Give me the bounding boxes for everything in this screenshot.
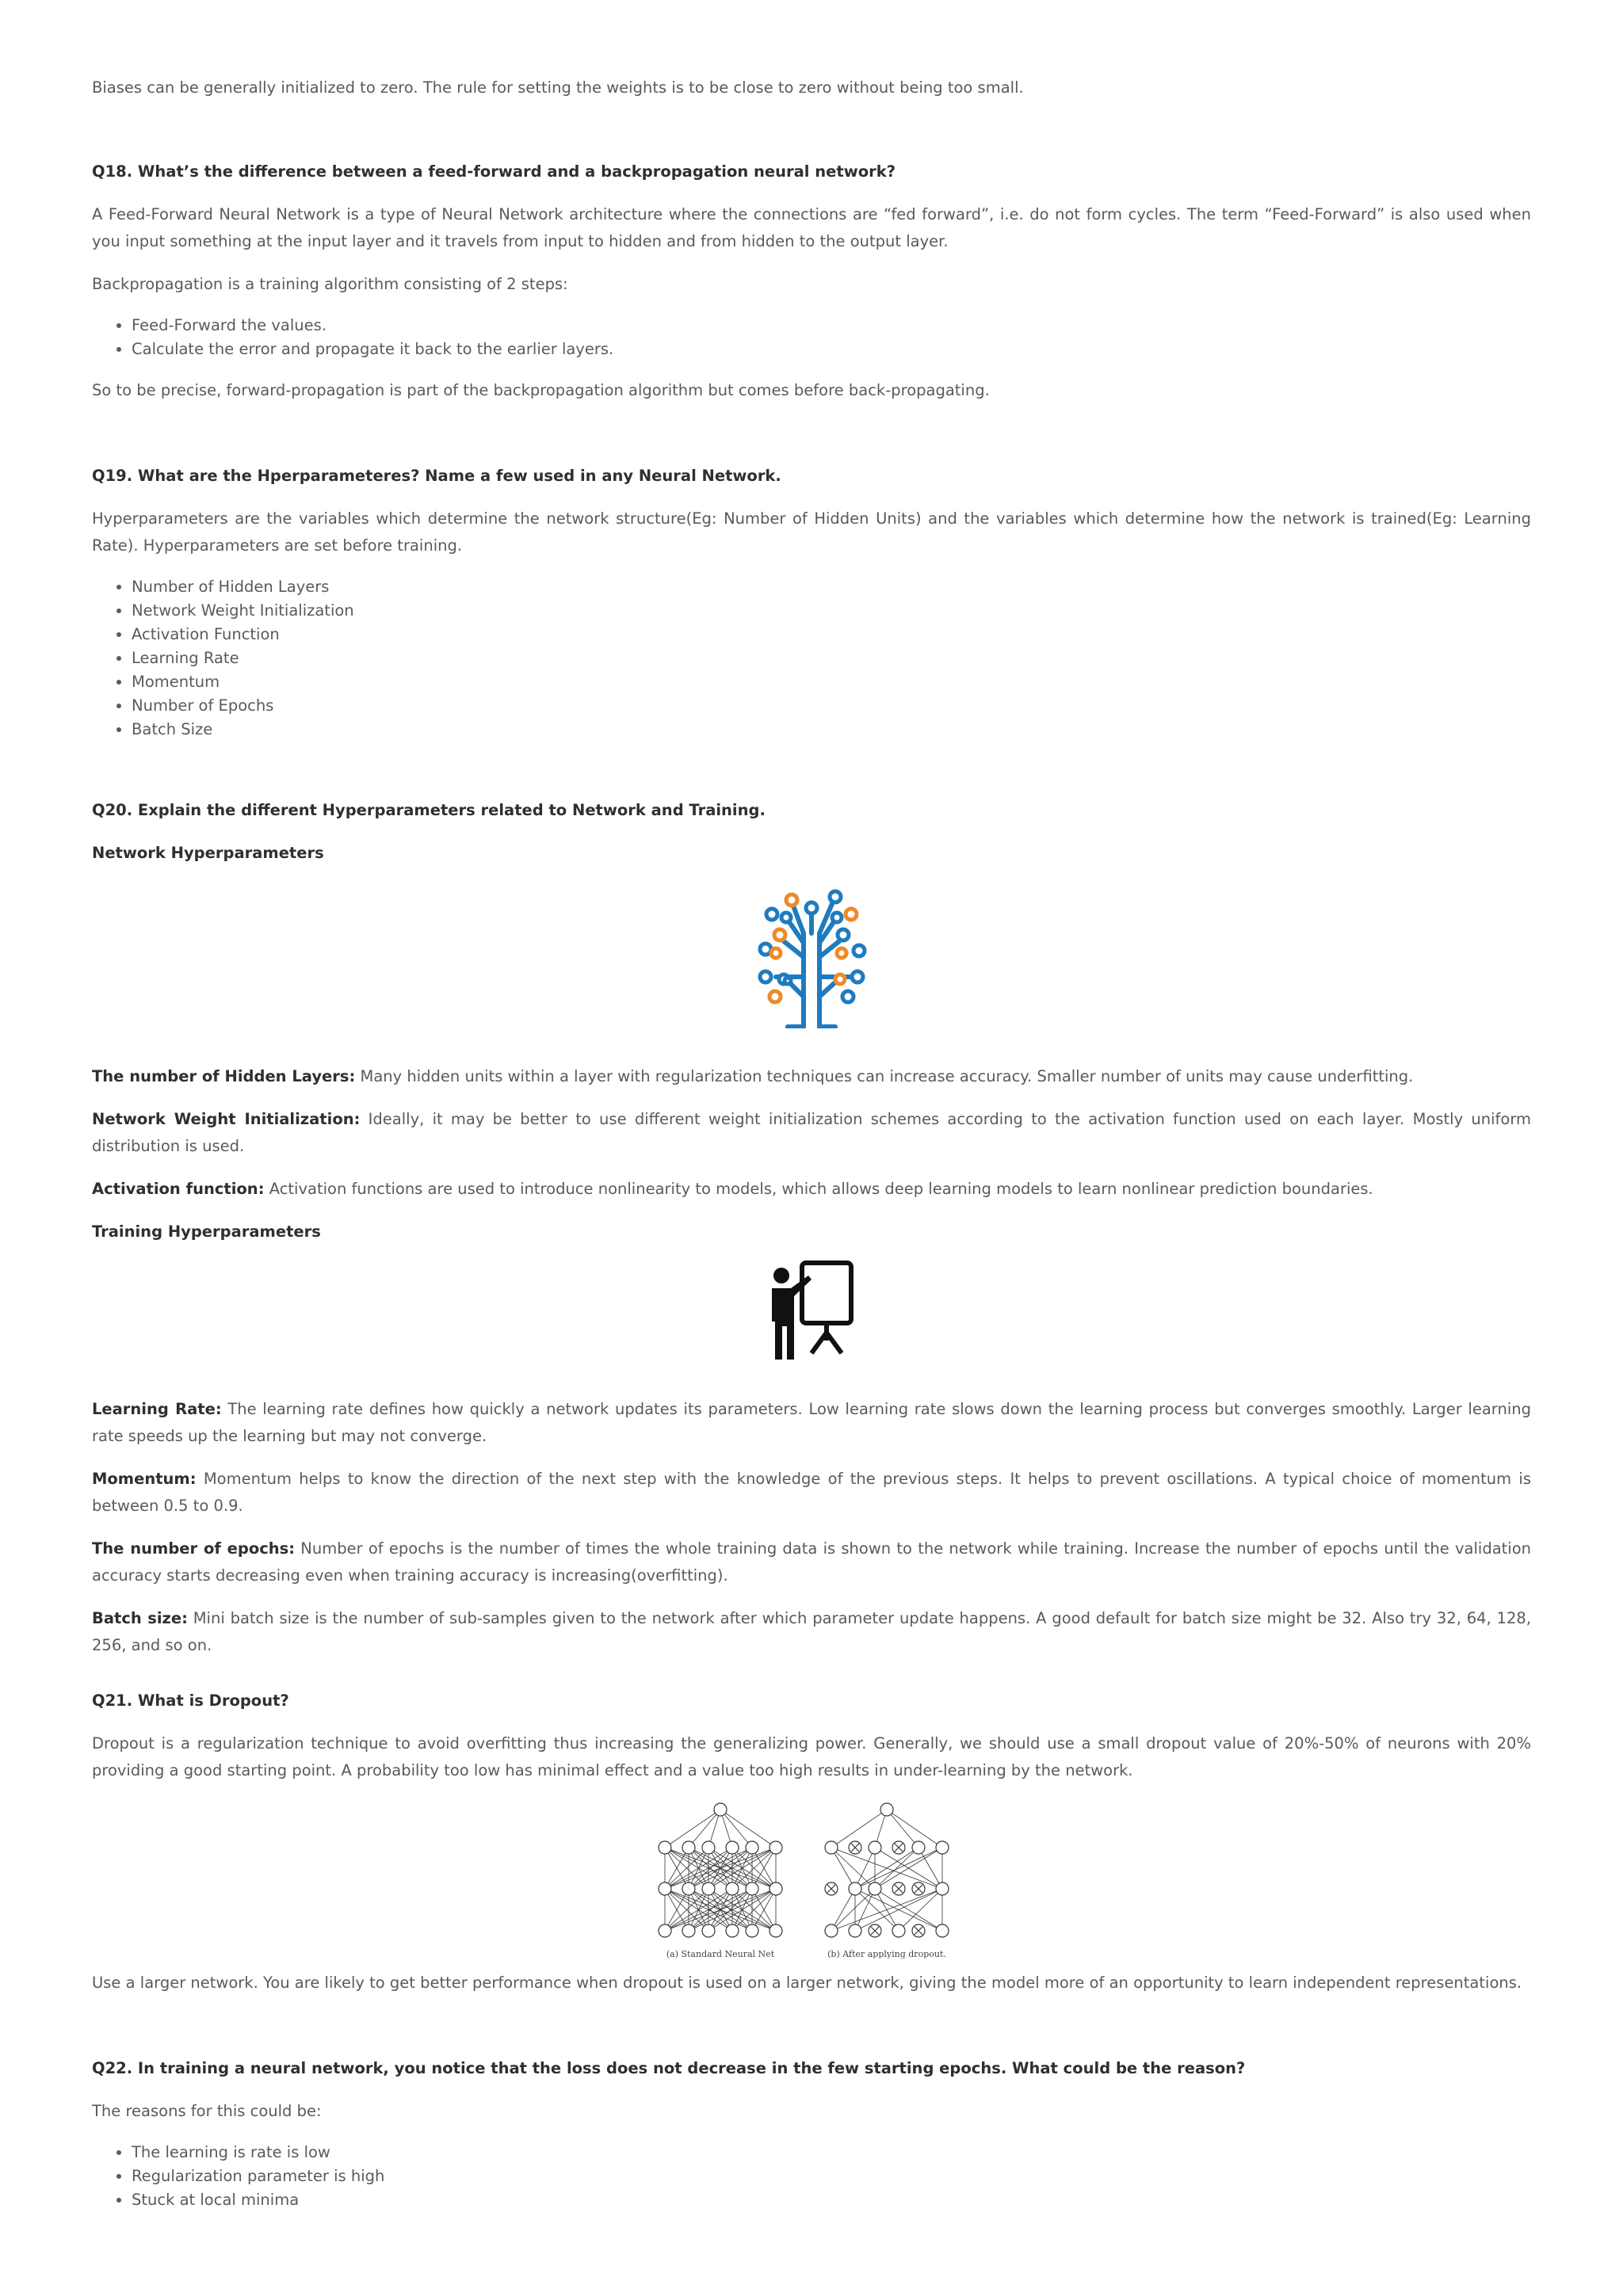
q22-heading: Q22. In training a neural network, you notice that the loss does not decrease in the few starting epochs. What could be the reason? (92, 2059, 1246, 2077)
caption-after-dropout: (b) After applying dropout. (827, 1949, 946, 1958)
q21-section (92, 1688, 1531, 1784)
training-hyperparameters-heading: Training Hyperparameters (92, 1222, 321, 1241)
q21-section-tail (92, 1970, 1531, 1997)
list-item: • Network Weight Initialization (132, 599, 1531, 623)
neuron-node (726, 1924, 739, 1937)
neuron-node (746, 1841, 758, 1854)
dropout-diagram (657, 1800, 966, 1958)
neuron-node (702, 1841, 715, 1854)
circuit-tree-figure (92, 878, 1531, 1028)
neuron-node (659, 1924, 671, 1937)
neuron-node (659, 1841, 671, 1854)
q20-section (92, 797, 1531, 867)
term-description: Number of epochs is the number of times the whole training data is shown to the network while training. Increase the number of epochs until the validation accuracy starts decreasing even when training accuracy is increasing(overfitting). (92, 1539, 1531, 1585)
neuron-node (936, 1924, 949, 1937)
term-label: The number of Hidden Layers: (92, 1067, 356, 1085)
list-item: • Number of Hidden Layers (132, 575, 1531, 599)
list-item: • Calculate the error and propagate it back to the earlier layers. (132, 338, 1531, 361)
term-label: The number of epochs: (92, 1539, 296, 1558)
q22-section (92, 2055, 1531, 2212)
neuron-node (746, 1924, 758, 1937)
neuron-node (702, 1924, 715, 1937)
network-edge (720, 1810, 752, 1848)
teacher-figure (92, 1258, 1531, 1361)
neuron-node (702, 1882, 715, 1895)
neuron-node (849, 1924, 861, 1937)
neuron-node (849, 1882, 861, 1895)
q19-bullet-list (92, 575, 1531, 742)
list-item: • Batch Size (132, 718, 1531, 742)
weight-initialization-paragraph (92, 1106, 1531, 1160)
neuron-node (746, 1882, 758, 1895)
neuron-node (936, 1882, 949, 1895)
network-edge (855, 1889, 875, 1931)
network-edge (831, 1889, 942, 1931)
term-description: Momentum helps to know the direction of the next step with the knowledge of the previous steps. It helps to prevent oscillations. A typical choice of momentum is between 0.5 to 0.9. (92, 1470, 1531, 1515)
term-description: Activation functions are used to introduce nonlinearity to models, which allows deep learning models to learn nonlinear prediction boundaries. (264, 1180, 1373, 1198)
intro-paragraph: Biases can be generally initialized to zero. The rule for setting the weights is to be close to zero without being too small. (92, 78, 1024, 97)
q18-section (92, 158, 1531, 404)
teacher-presentation-icon (764, 1258, 859, 1361)
list-item: • The learning is rate is low (132, 2141, 1531, 2164)
intro-section (92, 74, 1531, 101)
q22-paragraph-1: The reasons for this could be: (92, 2102, 322, 2120)
list-item: • Feed-Forward the values. (132, 314, 1531, 338)
neuron-node (892, 1924, 905, 1937)
neuron-node (769, 1924, 782, 1937)
activation-function-paragraph (92, 1176, 1531, 1203)
network-edge (831, 1889, 855, 1931)
list-item: • Stuck at local minima (132, 2188, 1531, 2212)
q21-heading: Q21. What is Dropout? (92, 1691, 289, 1710)
term-label: Network Weight Initialization: (92, 1110, 361, 1128)
q18-paragraph-1: A Feed-Forward Neural Network is a type of Neural Network architecture where the connections are “fed forward”, i.e. do not form cycles. The term “Feed-Forward” is also used when you input something at the input layer and it travels from input to hidden and from hidden to the output layer. (92, 205, 1531, 250)
term-description: Ideally, it may be better to use different weight initialization schemes according to the activation function used on each layer. Mostly uniform distribution is used. (92, 1110, 1531, 1155)
term-description: Many hidden units within a layer with regularization techniques can increase accuracy. Smaller number of units may cause underfitting. (355, 1067, 1414, 1085)
standard-network (659, 1803, 782, 1937)
list-item: • Number of Epochs (132, 694, 1531, 718)
q22-bullet-list (92, 2141, 1531, 2212)
neuron-node (769, 1841, 782, 1854)
q18-paragraph-3: So to be precise, forward-propagation is part of the backpropagation algorithm but comes before back-propagating. (92, 381, 990, 399)
neuron-node (769, 1882, 782, 1895)
network-edge (689, 1810, 720, 1848)
q19-heading: Q19. What are the Hperparameteres? Name a few used in any Neural Network. (92, 467, 781, 485)
network-edge (875, 1889, 942, 1931)
q21-paragraph-2: Use a larger network. You are likely to get better performance when dropout is used on a larger network, giving the model more of an opportunity to learn independent representations. (92, 1974, 1522, 1992)
epochs-paragraph (92, 1535, 1531, 1589)
q18-bullet-list (92, 314, 1531, 361)
dropout-figure (92, 1800, 1531, 1958)
neuron-node (936, 1841, 949, 1854)
neuron-node (659, 1882, 671, 1895)
q18-heading: Q18. What’s the difference between a feed-forward and a backpropagation neural network? (92, 162, 896, 181)
neuron-node (912, 1841, 925, 1854)
neuron-node (726, 1841, 739, 1854)
neuron-node (825, 1841, 838, 1854)
neuron-node (714, 1803, 727, 1816)
list-item: • Activation Function (132, 623, 1531, 646)
list-item: • Learning Rate (132, 646, 1531, 670)
learning-rate-paragraph (92, 1396, 1531, 1450)
network-edge (831, 1848, 855, 1889)
neuron-node (682, 1882, 695, 1895)
q19-section (92, 463, 1531, 742)
dropout-network (825, 1803, 949, 1937)
term-description: The learning rate defines how quickly a network updates its parameters. Low learning rate slows down the learning process but converges smoothly. Larger learning rate speeds up the learning but may not converge. (92, 1400, 1531, 1445)
neuron-node (825, 1924, 838, 1937)
term-label: Activation function: (92, 1180, 265, 1198)
list-item: • Regularization parameter is high (132, 2164, 1531, 2188)
q18-paragraph-2: Backpropagation is a training algorithm consisting of 2 steps: (92, 275, 568, 293)
neuron-node (869, 1841, 881, 1854)
circuit-tree-icon (748, 878, 875, 1028)
hidden-layers-paragraph (92, 1063, 1531, 1090)
momentum-paragraph (92, 1466, 1531, 1520)
training-hyperparameters-list (92, 1396, 1531, 1659)
network-edge (918, 1848, 942, 1889)
neuron-node (869, 1882, 881, 1895)
term-label: Learning Rate: (92, 1400, 222, 1418)
batch-size-paragraph (92, 1605, 1531, 1659)
q20-heading: Q20. Explain the different Hyperparameters related to Network and Training. (92, 801, 766, 819)
neuron-node (682, 1841, 695, 1854)
term-description: Mini batch size is the number of sub-samples given to the network after which parameter update happens. A good default for batch size might be 32. Also try 32, 64, 128, 256, and so on. (92, 1609, 1531, 1654)
caption-standard-net: (a) Standard Neural Net (666, 1949, 775, 1958)
neuron-node (726, 1882, 739, 1895)
term-label: Momentum: (92, 1470, 197, 1488)
network-edge (887, 1810, 918, 1848)
term-label: Batch size: (92, 1609, 188, 1627)
network-hyperparameters-heading: Network Hyperparameters (92, 844, 324, 862)
neuron-node (682, 1924, 695, 1937)
list-item: • Momentum (132, 670, 1531, 694)
q19-paragraph-1: Hyperparameters are the variables which determine the network structure(Eg: Number of Hidden Units) and the variables which determine how the network is trained(Eg: Learning Rate). Hyperparameters are set before training. (92, 509, 1531, 555)
q21-paragraph-1: Dropout is a regularization technique to avoid overfitting thus increasing the generalizing power. Generally, we should use a small dropout value of 20%-50% of neurons with 20% providing a good starting point. A probability too low has minimal effect and a value too high results in under-learning by the network. (92, 1734, 1531, 1779)
network-hyperparameters-list (92, 1063, 1531, 1245)
neuron-node (880, 1803, 893, 1816)
